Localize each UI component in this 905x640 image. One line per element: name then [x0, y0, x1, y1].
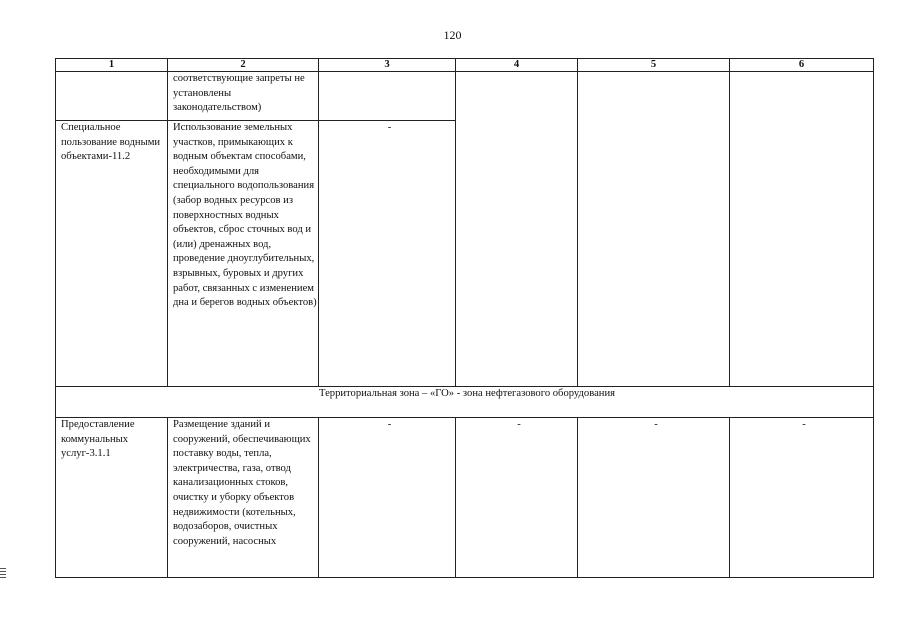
margin-mark [0, 568, 6, 580]
column-4-cell [456, 72, 578, 387]
column-3-cell: - [319, 121, 456, 387]
column-3-cell [319, 72, 456, 121]
use-description-cell: Размещение зданий и сооружений, обеспечивающих поставку воды, тепла, электричества, газа, отвод канализационных стоков, очистку и уборку объектов недвижимости (котельных, водозаборов, очистных сооружений, насосных [168, 418, 319, 578]
page-number: 120 [443, 28, 462, 42]
use-type-cell [56, 72, 168, 121]
column-header-1: 1 [56, 59, 168, 72]
use-description-cell: соответствующие запреты не установлены законодательством) [168, 72, 319, 121]
use-type-cell: Специальное пользование водными объектами-11.2 [56, 121, 168, 387]
column-5-cell: - [578, 418, 730, 578]
column-6-cell [730, 72, 874, 387]
column-header-5: 5 [578, 59, 730, 72]
column-number-row [56, 59, 874, 72]
zone-header-row [56, 387, 874, 418]
column-header-6: 6 [730, 59, 874, 72]
column-5-cell [578, 72, 730, 387]
column-3-cell: - [319, 418, 456, 578]
zone-header: Территориальная зона – «ГО» - зона нефтегазового оборудования [56, 387, 874, 418]
use-description-cell: Использование земельных участков, примыкающих к водным объектам способами, необходимыми для специального водопользования (забор водных ресурсов из поверхностных водных объектов, сброс сточных вод и (или) дренажных вод, проведение дноуглубительных, взрывных, буровых и других работ, связанных с изменением дна и берегов водных объектов) [168, 121, 319, 387]
use-type-cell: Предоставление коммунальных услуг-3.1.1 [56, 418, 168, 578]
column-header-2: 2 [168, 59, 319, 72]
table-row [56, 72, 874, 121]
column-6-cell: - [730, 418, 874, 578]
column-header-3: 3 [319, 59, 456, 72]
column-header-4: 4 [456, 59, 578, 72]
land-use-table [55, 58, 874, 578]
table-row [56, 418, 874, 578]
column-4-cell: - [456, 418, 578, 578]
